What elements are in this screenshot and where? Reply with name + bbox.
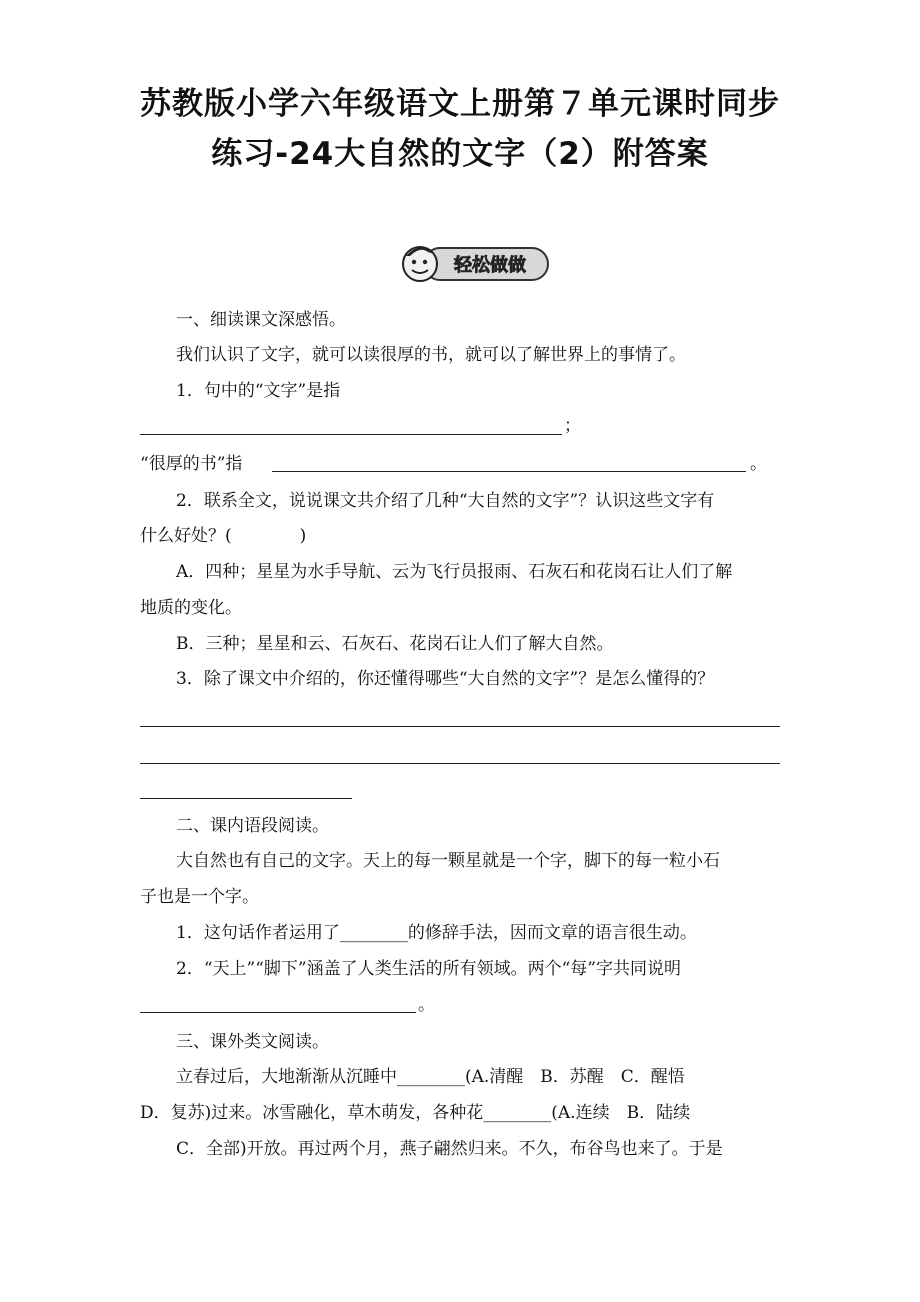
document-title-line-1: 苏教版小学六年级语文上册第７单元课时同步	[140, 86, 780, 122]
question-2-1: 1．这句话作者运用了________的修辞手法，因而文章的语言很生动。	[176, 923, 697, 943]
option-a-line-2: 地质的变化。	[140, 598, 242, 618]
answer-line-6	[140, 1012, 416, 1013]
question-1-3: 3．除了课文中介绍的，你还懂得哪些“大自然的文字”？是怎么懂得的？	[176, 669, 715, 689]
document-title-line-2: 练习-24大自然的文字（2）附答案	[211, 136, 709, 172]
section-3-line-3: C．全部)开放。再过两个月，燕子翩然归来。不久，布谷鸟也来了。于是	[176, 1139, 723, 1159]
period-2: 。	[418, 995, 435, 1015]
answer-line-3	[140, 726, 780, 727]
section-2-paragraph-line-1: 大自然也有自己的文字。天上的每一颗星就是一个字，脚下的每一粒小石	[176, 851, 720, 871]
section-3-heading: 三、课外类文阅读。	[176, 1032, 329, 1052]
section-1-sentence: 我们认识了文字，就可以读很厚的书，就可以了解世界上的事情了。	[176, 345, 686, 365]
option-a-line-1: A．四种；星星为水手导航、云为飞行员报雨、石灰石和花岗石让人们了解	[176, 562, 733, 582]
section-3-line-1: 立春过后，大地渐渐从沉睡中________(A.清醒 B．苏醒 C．醒悟	[176, 1067, 685, 1087]
question-2-2: 2．“天上”“脚下”涵盖了人类生活的所有领域。两个“每”字共同说明	[176, 959, 681, 979]
badge-label: 轻松做做	[454, 255, 526, 276]
question-1-1: 1．句中的“文字”是指	[176, 381, 341, 401]
section-2-paragraph-line-2: 子也是一个字。	[140, 887, 259, 907]
question-1-2-line-2: 什么好处？( )	[140, 526, 307, 546]
semicolon: ；	[564, 416, 581, 436]
section-1-heading: 一、细读课文深感悟。	[176, 310, 346, 330]
answer-line-2	[272, 471, 746, 472]
answer-line-4	[140, 763, 780, 764]
period: 。	[750, 454, 767, 474]
easy-practice-badge	[398, 238, 550, 286]
section-3-line-2: D．复苏)过来。冰雪融化，草木萌发，各种花________(A.连续 B．陆续	[140, 1103, 691, 1123]
question-1-2-line-1: 2．联系全文，说说课文共介绍了几种“大自然的文字”？认识这些文字有	[176, 491, 715, 511]
section-2-heading: 二、课内语段阅读。	[176, 816, 329, 836]
answer-line-5	[140, 798, 352, 799]
option-b: B．三种；星星和云、石灰石、花岗石让人们了解大自然。	[176, 634, 614, 654]
answer-line-1	[140, 434, 562, 435]
question-1-1b: “很厚的书”指	[140, 454, 243, 474]
